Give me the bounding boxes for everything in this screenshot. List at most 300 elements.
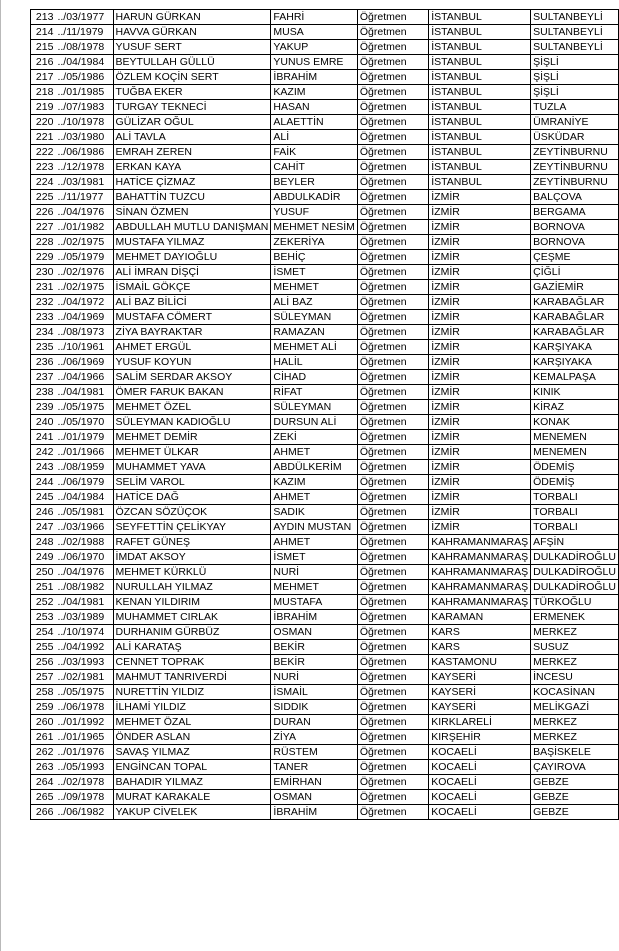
father-name-cell: FAHRİ (271, 10, 357, 25)
district-cell: TUZLA (531, 100, 619, 115)
table-row (31, 730, 619, 745)
occupation-cell: Öğretmen (357, 160, 428, 175)
row-number-cell: 265 (31, 790, 56, 805)
district-cell: ÜMRANİYE (531, 115, 619, 130)
father-name-cell: MEHMET (271, 580, 357, 595)
row-number-cell: 234 (31, 325, 56, 340)
table-row (31, 100, 619, 115)
father-name-cell: SIDDIK (271, 700, 357, 715)
province-cell: İZMİR (429, 490, 531, 505)
district-cell: ÇEŞME (531, 250, 619, 265)
occupation-cell: Öğretmen (357, 205, 428, 220)
district-cell: MERKEZ (531, 730, 619, 745)
province-cell: İSTANBUL (429, 160, 531, 175)
district-cell: ZEYTİNBURNU (531, 175, 619, 190)
table-row (31, 295, 619, 310)
birth-date-cell: ../02/1988 (55, 535, 113, 550)
row-number-cell: 247 (31, 520, 56, 535)
row-number-cell: 230 (31, 265, 56, 280)
birth-date-cell: ../05/1981 (55, 505, 113, 520)
row-number-cell: 266 (31, 805, 56, 820)
birth-date-cell: ../09/1978 (55, 790, 113, 805)
province-cell: İSTANBUL (429, 175, 531, 190)
row-number-cell: 215 (31, 40, 56, 55)
birth-date-cell: ../11/1977 (55, 190, 113, 205)
father-name-cell: NURİ (271, 565, 357, 580)
row-number-cell: 244 (31, 475, 56, 490)
province-cell: İSTANBUL (429, 130, 531, 145)
district-cell: MENEMEN (531, 445, 619, 460)
full-name-cell: ÖMER FARUK BAKAN (113, 385, 271, 400)
table-row (31, 490, 619, 505)
full-name-cell: MEHMET KÜRKLÜ (113, 565, 271, 580)
province-cell: İZMİR (429, 475, 531, 490)
table-row (31, 775, 619, 790)
full-name-cell: AHMET ERGÜL (113, 340, 271, 355)
table-row (31, 10, 619, 25)
occupation-cell: Öğretmen (357, 250, 428, 265)
birth-date-cell: ../03/1980 (55, 130, 113, 145)
father-name-cell: İBRAHİM (271, 805, 357, 820)
province-cell: KAYSERİ (429, 700, 531, 715)
occupation-cell: Öğretmen (357, 580, 428, 595)
table-row (31, 190, 619, 205)
province-cell: İZMİR (429, 400, 531, 415)
birth-date-cell: ../02/1976 (55, 265, 113, 280)
full-name-cell: MEHMET ÖZEL (113, 400, 271, 415)
birth-date-cell: ../02/1981 (55, 670, 113, 685)
row-number-cell: 257 (31, 670, 56, 685)
father-name-cell: EMİRHAN (271, 775, 357, 790)
province-cell: KOCAELİ (429, 745, 531, 760)
full-name-cell: HATİCE ÇİZMAZ (113, 175, 271, 190)
birth-date-cell: ../05/1975 (55, 685, 113, 700)
birth-date-cell: ../04/1966 (55, 370, 113, 385)
father-name-cell: ALİ BAZ (271, 295, 357, 310)
row-number-cell: 237 (31, 370, 56, 385)
full-name-cell: ZİYA BAYRAKTAR (113, 325, 271, 340)
occupation-cell: Öğretmen (357, 385, 428, 400)
row-number-cell: 240 (31, 415, 56, 430)
birth-date-cell: ../01/1979 (55, 430, 113, 445)
occupation-cell: Öğretmen (357, 775, 428, 790)
table-row (31, 430, 619, 445)
district-cell: MERKEZ (531, 625, 619, 640)
father-name-cell: ABDULKADİR (271, 190, 357, 205)
district-cell: SUSUZ (531, 640, 619, 655)
father-name-cell: MUSA (271, 25, 357, 40)
occupation-cell: Öğretmen (357, 40, 428, 55)
full-name-cell: MEHMET DEMİR (113, 430, 271, 445)
district-cell: AFŞİN (531, 535, 619, 550)
birth-date-cell: ../03/1989 (55, 610, 113, 625)
father-name-cell: ZİYA (271, 730, 357, 745)
row-number-cell: 251 (31, 580, 56, 595)
father-name-cell: İBRAHİM (271, 610, 357, 625)
row-number-cell: 216 (31, 55, 56, 70)
table-row (31, 460, 619, 475)
row-number-cell: 238 (31, 385, 56, 400)
occupation-cell: Öğretmen (357, 715, 428, 730)
father-name-cell: MEHMET (271, 280, 357, 295)
province-cell: İSTANBUL (429, 25, 531, 40)
father-name-cell: AHMET (271, 490, 357, 505)
table-body (31, 10, 619, 820)
father-name-cell: CİHAD (271, 370, 357, 385)
full-name-cell: HAVVA GÜRKAN (113, 25, 271, 40)
full-name-cell: BAHADIR YILMAZ (113, 775, 271, 790)
occupation-cell: Öğretmen (357, 70, 428, 85)
table-row (31, 760, 619, 775)
birth-date-cell: ../06/1970 (55, 550, 113, 565)
birth-date-cell: ../01/1976 (55, 745, 113, 760)
row-number-cell: 249 (31, 550, 56, 565)
province-cell: KASTAMONU (429, 655, 531, 670)
table-row (31, 250, 619, 265)
table-row (31, 445, 619, 460)
full-name-cell: MUSTAFA YILMAZ (113, 235, 271, 250)
occupation-cell: Öğretmen (357, 535, 428, 550)
full-name-cell: ÖNDER ASLAN (113, 730, 271, 745)
district-cell: DULKADİROĞLU (531, 565, 619, 580)
full-name-cell: TURGAY TEKNECİ (113, 100, 271, 115)
full-name-cell: ALİ BAZ BİLİCİ (113, 295, 271, 310)
row-number-cell: 256 (31, 655, 56, 670)
district-cell: BORNOVA (531, 235, 619, 250)
district-cell: TÜRKOĞLU (531, 595, 619, 610)
full-name-cell: YUSUF SERT (113, 40, 271, 55)
occupation-cell: Öğretmen (357, 670, 428, 685)
district-cell: DULKADİROĞLU (531, 550, 619, 565)
father-name-cell: SADIK (271, 505, 357, 520)
birth-date-cell: ../02/1975 (55, 235, 113, 250)
full-name-cell: ERKAN KAYA (113, 160, 271, 175)
province-cell: KIRŞEHİR (429, 730, 531, 745)
district-cell: ERMENEK (531, 610, 619, 625)
province-cell: İSTANBUL (429, 55, 531, 70)
row-number-cell: 241 (31, 430, 56, 445)
table-row (31, 145, 619, 160)
row-number-cell: 262 (31, 745, 56, 760)
table-row (31, 220, 619, 235)
province-cell: KAHRAMANMARAŞ (429, 595, 531, 610)
district-cell: TORBALI (531, 520, 619, 535)
occupation-cell: Öğretmen (357, 265, 428, 280)
full-name-cell: CENNET TOPRAK (113, 655, 271, 670)
full-name-cell: İSMAİL GÖKÇE (113, 280, 271, 295)
father-name-cell: YUNUS EMRE (271, 55, 357, 70)
full-name-cell: NURETTİN YILDIZ (113, 685, 271, 700)
birth-date-cell: ../04/1992 (55, 640, 113, 655)
birth-date-cell: ../10/1974 (55, 625, 113, 640)
district-cell: KARŞIYAKA (531, 355, 619, 370)
row-number-cell: 228 (31, 235, 56, 250)
table-row (31, 550, 619, 565)
province-cell: KOCAELİ (429, 790, 531, 805)
father-name-cell: İBRAHİM (271, 70, 357, 85)
father-name-cell: İSMAİL (271, 685, 357, 700)
district-cell: KONAK (531, 415, 619, 430)
row-number-cell: 263 (31, 760, 56, 775)
father-name-cell: BEYLER (271, 175, 357, 190)
occupation-cell: Öğretmen (357, 505, 428, 520)
province-cell: İZMİR (429, 370, 531, 385)
row-number-cell: 252 (31, 595, 56, 610)
occupation-cell: Öğretmen (357, 490, 428, 505)
table-row (31, 70, 619, 85)
district-cell: ÇAYIROVA (531, 760, 619, 775)
birth-date-cell: ../01/1992 (55, 715, 113, 730)
father-name-cell: AYDIN MUSTAN (271, 520, 357, 535)
row-number-cell: 217 (31, 70, 56, 85)
table-row (31, 205, 619, 220)
table-row (31, 400, 619, 415)
province-cell: İSTANBUL (429, 100, 531, 115)
occupation-cell: Öğretmen (357, 190, 428, 205)
full-name-cell: ÖZLEM KOÇİN SERT (113, 70, 271, 85)
father-name-cell: MUSTAFA (271, 595, 357, 610)
birth-date-cell: ../07/1983 (55, 100, 113, 115)
province-cell: KOCAELİ (429, 760, 531, 775)
occupation-cell: Öğretmen (357, 790, 428, 805)
occupation-cell: Öğretmen (357, 595, 428, 610)
table-row (31, 625, 619, 640)
father-name-cell: RİFAT (271, 385, 357, 400)
table-row (31, 85, 619, 100)
full-name-cell: İLHAMİ YILDIZ (113, 700, 271, 715)
birth-date-cell: ../05/1979 (55, 250, 113, 265)
occupation-cell: Öğretmen (357, 10, 428, 25)
birth-date-cell: ../02/1978 (55, 775, 113, 790)
district-cell: ZEYTİNBURNU (531, 160, 619, 175)
province-cell: İZMİR (429, 415, 531, 430)
district-cell: ŞİŞLİ (531, 70, 619, 85)
table-row (31, 40, 619, 55)
occupation-cell: Öğretmen (357, 355, 428, 370)
occupation-cell: Öğretmen (357, 475, 428, 490)
table-row (31, 55, 619, 70)
row-number-cell: 213 (31, 10, 56, 25)
row-number-cell: 245 (31, 490, 56, 505)
full-name-cell: HARUN GÜRKAN (113, 10, 271, 25)
row-number-cell: 255 (31, 640, 56, 655)
father-name-cell: HALİL (271, 355, 357, 370)
province-cell: İZMİR (429, 445, 531, 460)
full-name-cell: ENGİNCAN TOPAL (113, 760, 271, 775)
province-cell: İSTANBUL (429, 85, 531, 100)
full-name-cell: HATİCE DAĞ (113, 490, 271, 505)
province-cell: İZMİR (429, 385, 531, 400)
occupation-cell: Öğretmen (357, 610, 428, 625)
district-cell: MERKEZ (531, 655, 619, 670)
birth-date-cell: ../01/1985 (55, 85, 113, 100)
province-cell: KAYSERİ (429, 670, 531, 685)
district-cell: KINIK (531, 385, 619, 400)
father-name-cell: DURAN (271, 715, 357, 730)
province-cell: KAHRAMANMARAŞ (429, 535, 531, 550)
district-cell: ŞİŞLİ (531, 55, 619, 70)
occupation-cell: Öğretmen (357, 565, 428, 580)
full-name-cell: SEYFETTİN ÇELİKYAY (113, 520, 271, 535)
row-number-cell: 259 (31, 700, 56, 715)
occupation-cell: Öğretmen (357, 445, 428, 460)
district-cell: TORBALI (531, 505, 619, 520)
father-name-cell: BEKİR (271, 640, 357, 655)
table-row (31, 505, 619, 520)
full-name-cell: SİNAN ÖZMEN (113, 205, 271, 220)
row-number-cell: 223 (31, 160, 56, 175)
occupation-cell: Öğretmen (357, 235, 428, 250)
table-row (31, 265, 619, 280)
full-name-cell: İMDAT AKSOY (113, 550, 271, 565)
table-row (31, 535, 619, 550)
table-row (31, 580, 619, 595)
birth-date-cell: ../04/1976 (55, 565, 113, 580)
father-name-cell: YUSUF (271, 205, 357, 220)
birth-date-cell: ../04/1976 (55, 205, 113, 220)
district-cell: GEBZE (531, 790, 619, 805)
table-row (31, 715, 619, 730)
full-name-cell: MUHAMMET CIRLAK (113, 610, 271, 625)
row-number-cell: 225 (31, 190, 56, 205)
page-edge-rule (0, 0, 1, 951)
father-name-cell: AHMET (271, 445, 357, 460)
district-cell: KARABAĞLAR (531, 295, 619, 310)
district-cell: MERKEZ (531, 715, 619, 730)
father-name-cell: KAZIM (271, 475, 357, 490)
district-cell: MELİKGAZİ (531, 700, 619, 715)
birth-date-cell: ../08/1982 (55, 580, 113, 595)
district-cell: KEMALPAŞA (531, 370, 619, 385)
birth-date-cell: ../04/1972 (55, 295, 113, 310)
father-name-cell: OSMAN (271, 625, 357, 640)
father-name-cell: İSMET (271, 265, 357, 280)
birth-date-cell: ../04/1969 (55, 310, 113, 325)
full-name-cell: MUHAMMET YAVA (113, 460, 271, 475)
table-row (31, 700, 619, 715)
table-row (31, 280, 619, 295)
full-name-cell: YUSUF KOYUN (113, 355, 271, 370)
full-name-cell: SAVAŞ YILMAZ (113, 745, 271, 760)
full-name-cell: SÜLEYMAN KADIOĞLU (113, 415, 271, 430)
full-name-cell: MEHMET ÜLKAR (113, 445, 271, 460)
birth-date-cell: ../01/1965 (55, 730, 113, 745)
table-row (31, 235, 619, 250)
birth-date-cell: ../05/1986 (55, 70, 113, 85)
occupation-cell: Öğretmen (357, 805, 428, 820)
row-number-cell: 218 (31, 85, 56, 100)
province-cell: İSTANBUL (429, 145, 531, 160)
row-number-cell: 248 (31, 535, 56, 550)
occupation-cell: Öğretmen (357, 325, 428, 340)
birth-date-cell: ../08/1978 (55, 40, 113, 55)
occupation-cell: Öğretmen (357, 730, 428, 745)
row-number-cell: 233 (31, 310, 56, 325)
occupation-cell: Öğretmen (357, 130, 428, 145)
table-row (31, 355, 619, 370)
birth-date-cell: ../06/1969 (55, 355, 113, 370)
province-cell: KAHRAMANMARAŞ (429, 565, 531, 580)
province-cell: KAYSERİ (429, 685, 531, 700)
occupation-cell: Öğretmen (357, 295, 428, 310)
district-cell: ŞİŞLİ (531, 85, 619, 100)
province-cell: KARAMAN (429, 610, 531, 625)
table-row (31, 340, 619, 355)
row-number-cell: 229 (31, 250, 56, 265)
table-row (31, 610, 619, 625)
table-row (31, 745, 619, 760)
province-cell: İZMİR (429, 190, 531, 205)
full-name-cell: NURULLAH YILMAZ (113, 580, 271, 595)
father-name-cell: FAİK (271, 145, 357, 160)
district-cell: BORNOVA (531, 220, 619, 235)
father-name-cell: ABDÜLKERİM (271, 460, 357, 475)
occupation-cell: Öğretmen (357, 685, 428, 700)
birth-date-cell: ../06/1986 (55, 145, 113, 160)
row-number-cell: 258 (31, 685, 56, 700)
row-number-cell: 236 (31, 355, 56, 370)
province-cell: İZMİR (429, 205, 531, 220)
table-row (31, 310, 619, 325)
row-number-cell: 250 (31, 565, 56, 580)
district-cell: DULKADİROĞLU (531, 580, 619, 595)
province-cell: İSTANBUL (429, 115, 531, 130)
district-cell: SULTANBEYLİ (531, 10, 619, 25)
province-cell: KAHRAMANMARAŞ (429, 580, 531, 595)
full-name-cell: MEHMET ÖZAL (113, 715, 271, 730)
row-number-cell: 227 (31, 220, 56, 235)
birth-date-cell: ../10/1978 (55, 115, 113, 130)
table-row (31, 385, 619, 400)
table-row (31, 115, 619, 130)
full-name-cell: EMRAH ZEREN (113, 145, 271, 160)
district-cell: GAZİEMİR (531, 280, 619, 295)
birth-date-cell: ../05/1970 (55, 415, 113, 430)
occupation-cell: Öğretmen (357, 175, 428, 190)
father-name-cell: NURİ (271, 670, 357, 685)
personnel-table (30, 9, 619, 820)
occupation-cell: Öğretmen (357, 370, 428, 385)
full-name-cell: BEYTULLAH GÜLLÜ (113, 55, 271, 70)
table-row (31, 655, 619, 670)
father-name-cell: ALAETTİN (271, 115, 357, 130)
table-row (31, 805, 619, 820)
row-number-cell: 224 (31, 175, 56, 190)
table-row (31, 370, 619, 385)
full-name-cell: MAHMUT TANRIVERDİ (113, 670, 271, 685)
district-cell: KARABAĞLAR (531, 325, 619, 340)
birth-date-cell: ../06/1978 (55, 700, 113, 715)
district-cell: BERGAMA (531, 205, 619, 220)
row-number-cell: 214 (31, 25, 56, 40)
table-row (31, 25, 619, 40)
province-cell: İZMİR (429, 340, 531, 355)
occupation-cell: Öğretmen (357, 115, 428, 130)
occupation-cell: Öğretmen (357, 85, 428, 100)
district-cell: KARŞIYAKA (531, 340, 619, 355)
occupation-cell: Öğretmen (357, 745, 428, 760)
full-name-cell: MEHMET DAYIOĞLU (113, 250, 271, 265)
province-cell: KAHRAMANMARAŞ (429, 550, 531, 565)
table-row (31, 415, 619, 430)
row-number-cell: 222 (31, 145, 56, 160)
father-name-cell: DURSUN ALİ (271, 415, 357, 430)
province-cell: KARS (429, 625, 531, 640)
row-number-cell: 261 (31, 730, 56, 745)
district-cell: SULTANBEYLİ (531, 25, 619, 40)
occupation-cell: Öğretmen (357, 625, 428, 640)
occupation-cell: Öğretmen (357, 430, 428, 445)
